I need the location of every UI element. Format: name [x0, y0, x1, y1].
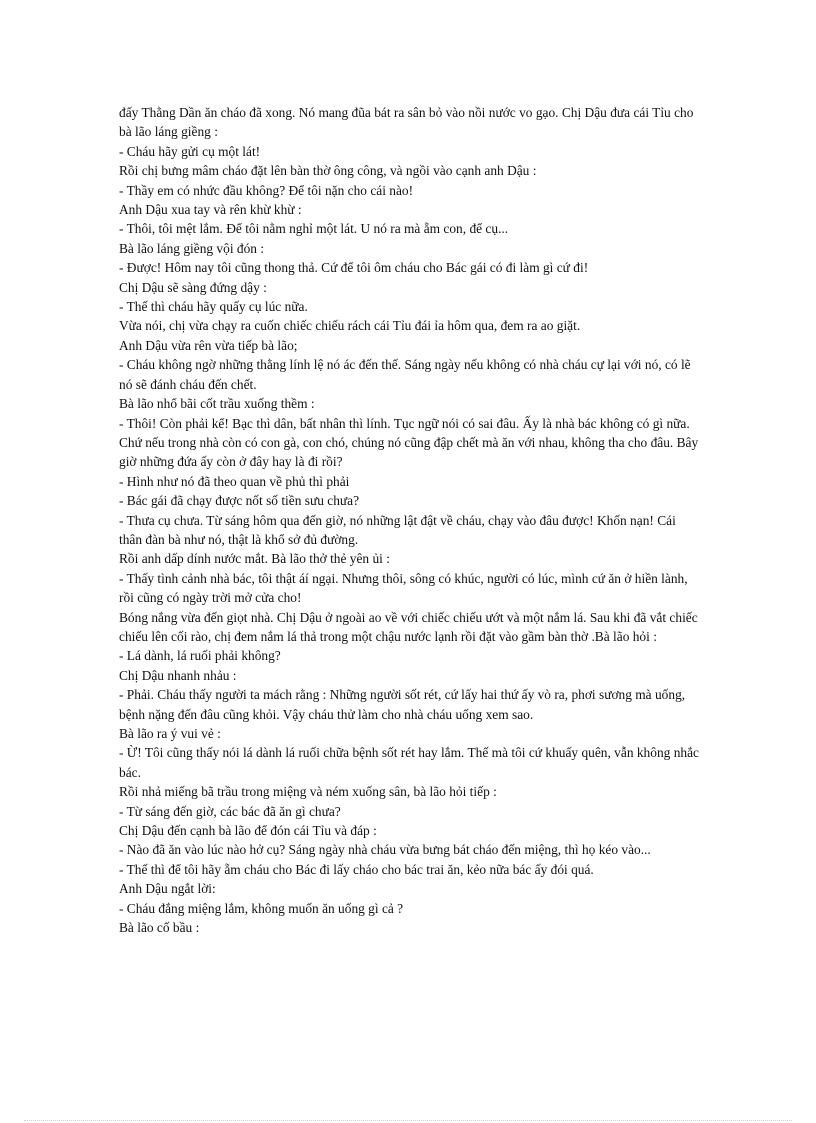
dialogue-line: - Cháu không ngờ những thằng lính lệ nó ác đến thế. Sáng ngày nếu không có nhà cháu cự lại với nó, có lẽ nó sẽ đánh cháu đến chết. [119, 357, 691, 392]
paragraph: Rồi anh dấp dính nước mắt. Bà lão thở thẻ yên ủi : [119, 551, 390, 567]
paragraph: Chị Dậu sẽ sàng đứng dậy : [119, 279, 267, 295]
paragraph: Anh Dậu vừa rên vừa tiếp bà lão; [119, 337, 298, 353]
dialogue-line: - Thôi, tôi mệt lắm. Để tôi nằm nghỉ một lát. U nó ra mà ẵm con, để cụ... [119, 221, 509, 237]
paragraph: Anh Dậu ngắt lời: [119, 881, 216, 897]
paragraph: đấy Thằng Dần ăn cháo đã xong. Nó mang đũa bát ra sân bỏ vào nồi nước vo gạo. Chị Dậu đưa cái Tỉu cho bà lão láng giềng : [119, 105, 694, 140]
dialogue-line: - Thế thì để tôi hãy ẵm cháu cho Bác đi lấy cháo cho bác trai ăn, kẻo nữa bác ấy đói quá. [119, 861, 594, 877]
dialogue-line: - Lá dành, lá ruối phải không? [119, 648, 281, 664]
dialogue-line: - Phải. Cháu thấy người ta mách rằng : Những người sốt rét, cứ lấy hai thứ ấy vò ra, phơi sương mà uống, bệnh nặng đến đâu cũng khỏi. Vậy cháu thử làm cho nhà cháu uống xem sao. [119, 687, 686, 722]
dialogue-line: - Bác gái đã chạy được nốt số tiền sưu chưa? [119, 493, 360, 509]
paragraph: Bà lão láng giềng vội đón : [119, 240, 265, 256]
dialogue-line: - Cháu hãy gửi cụ một lát! [119, 143, 261, 159]
paragraph: Bà lão ra ý vui vẻ : [119, 726, 221, 741]
paragraph: Rồi chị bưng mâm cháo đặt lên bàn thờ ông công, và ngồi vào cạnh anh Dậu : [119, 163, 537, 179]
paragraph: Chị Dậu nhanh nhảu : [119, 667, 237, 683]
dialogue-line: - Nào đã ăn vào lúc nào hở cụ? Sáng ngày nhà cháu vừa bưng bát cháo đến miệng, thì họ kéo vào... [119, 842, 651, 858]
dialogue-line: - Thấy tình cảnh nhà bác, tôi thật áí ngại. Nhưng thôi, sông có khúc, người có lúc, mình cứ ăn ở hiền lành, rồi cũng có ngày trời mở cửa cho! [119, 570, 688, 606]
dialogue-line: - Thưa cụ chưa. Từ sáng hôm qua đến giờ, nó những lật đật về cháu, chạy vào đâu được! Khốn nạn! Cái thân đàn bà như nó, thật là khổ sở đủ đường. [119, 512, 676, 547]
dialogue-line: - Thầy em có nhức đầu không? Để tôi nặn cho cái nào! [119, 182, 414, 198]
paragraph: Bà lão nhổ bãi cốt trầu xuống thềm : [119, 396, 315, 412]
dialogue-line: - Từ sáng đến giờ, các bác đã ăn gì chưa? [119, 803, 341, 819]
story-text [119, 103, 699, 937]
dialogue-line: - Cháu đắng miệng lắm, không muốn ăn uống gì cả ? [119, 900, 404, 916]
paragraph: Rồi nhả miếng bã trầu trong miệng và ném xuống sân, bà lão hỏi tiếp : [119, 784, 497, 800]
paragraph: Bà lão cố bầu : [119, 920, 200, 936]
dialogue-line: - Được! Hôm nay tôi cũng thong thả. Cứ để tôi ôm cháu cho Bác gái có đi làm gì cứ đi! [119, 260, 589, 276]
dialogue-line: - Thế thì cháu hãy quấy cụ lúc nữa. [119, 299, 308, 315]
dialogue-line: - Ừ! Tôi cũng thấy nói lá dành lá ruối chữa bệnh sốt rét hay lắm. Thế mà tôi cứ khuấy quên, vẫn không nhắc bác. [119, 745, 699, 780]
paragraph: Anh Dậu xua tay và rên khừ khừ : [119, 202, 302, 218]
paragraph: Bóng nắng vừa đến giọt nhà. Chị Dậu ở ngoài ao về với chiếc chiếu ướt và một nắm lá. Sau khi đã vắt chiếc chiếu lên cối rào, chị đem nắm lá thả trong một chậu nước lạnh rồi đặt vào gầm bàn thờ .Bà lão hỏi : [119, 609, 698, 644]
dialogue-line: - Thôi! Còn phải kể! Bạc thì dân, bất nhân thì lính. Tục ngữ nói có sai đâu. Ấy là nhà bác không có gì nữa. Chứ nếu trong nhà còn có con gà, con chó, chúng nó cũng đập chết mà ăn với nhau, không tha cho đâu. Bây giờ những đứa ấy còn ở đây hay là đi rồi? [119, 415, 699, 470]
paragraph: Vừa nói, chị vừa chạy ra cuốn chiếc chiếu rách cái Tỉu đái ỉa hôm qua, đem ra ao giặt. [119, 318, 581, 334]
paragraph: Chị Dậu đến cạnh bà lão để đón cái Tỉu và đáp : [119, 823, 377, 839]
page-bottom-divider [24, 1120, 792, 1121]
dialogue-line: - Hình như nó đã theo quan về phủ thì phải [119, 473, 350, 489]
